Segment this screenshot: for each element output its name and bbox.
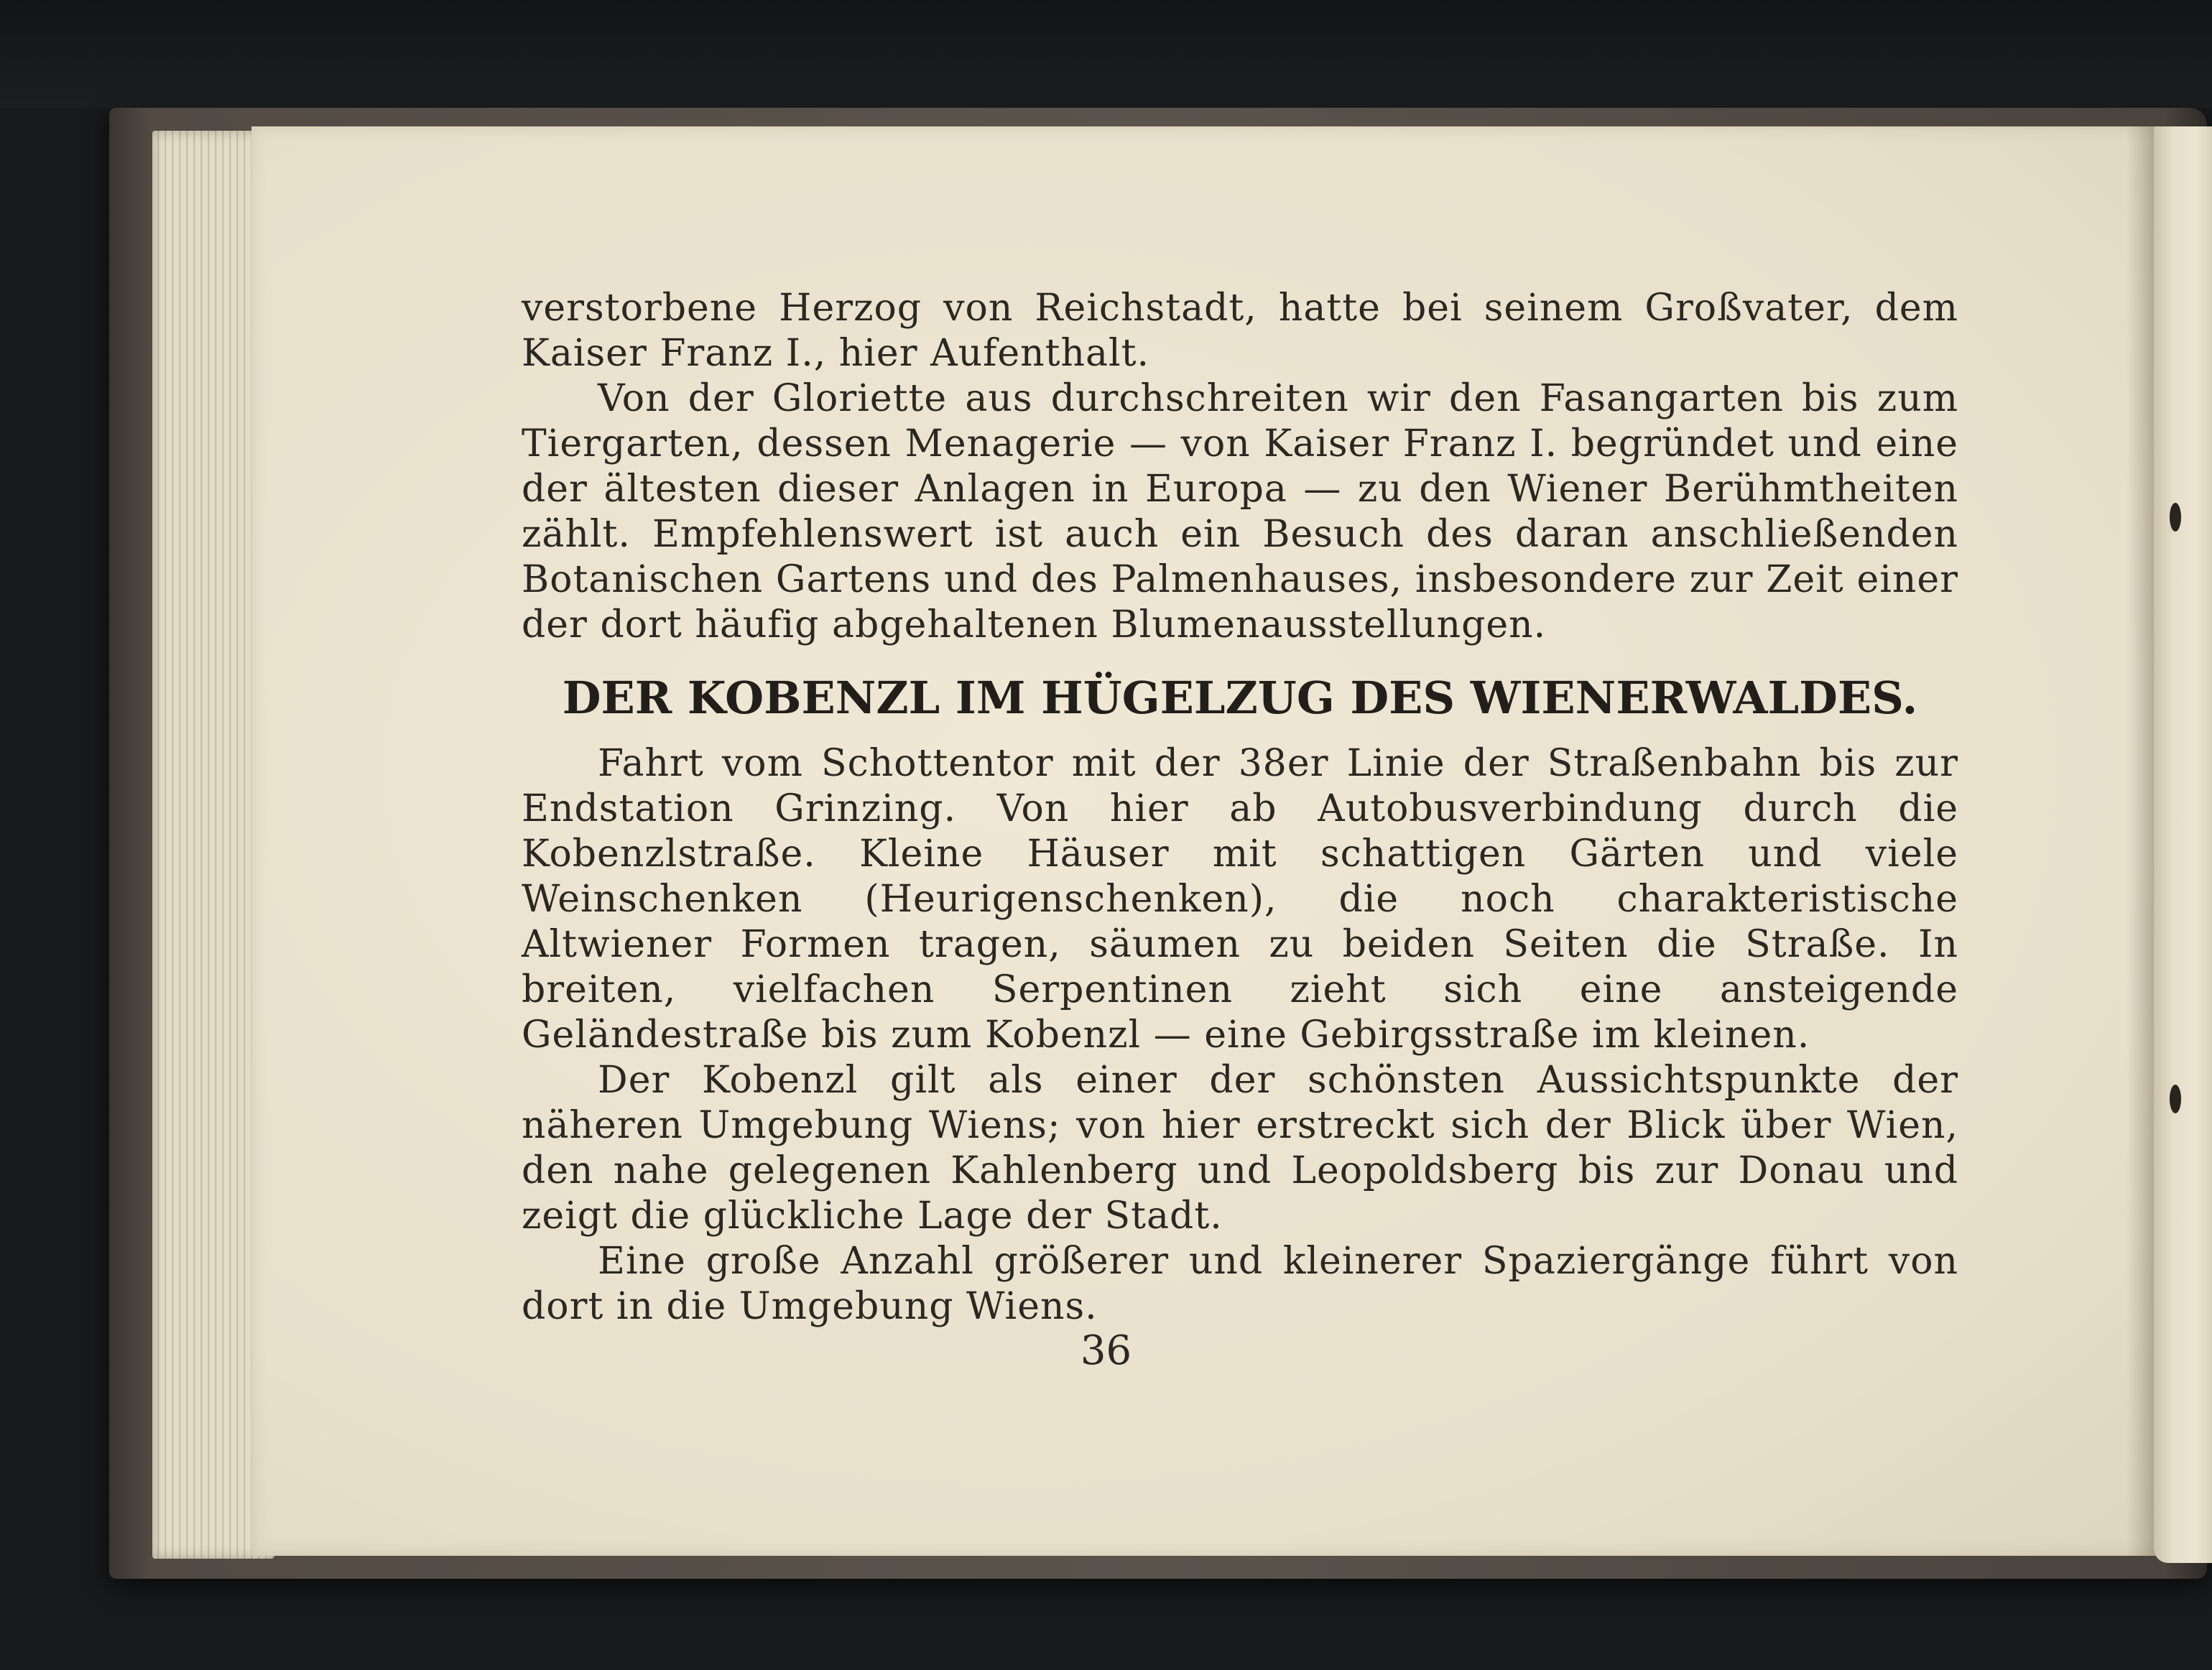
paragraph: Von der Gloriette aus durchschreiten wir den Fasangarten bis zum Tiergarten, dessen Menagerie — von Kaiser Franz I. begründet und eine der ältesten dieser Anlagen in Europa — zu den Wiener Berühmtheiten zählt. Empfehlenswert ist auch ein Besuch des daran anschließenden Botanischen Gartens und des Palmenhauses, insbesondere zur Zeit einer der dort häufig abgehaltenen Blumenausstellungen. [522, 377, 1958, 646]
paragraph: Fahrt vom Schottentor mit der 38er Linie der Straßenbahn bis zur Endstation Grinzing. Von hier ab Autobusverbindung durch die Kobenzlstraße. Kleine Häuser mit schattigen Gärten und viele Weinschenken (Heurigenschenken), die noch charakteristische Altwiener Formen tragen, säumen zu beiden Seiten die Straße. In breiten, vielfachen Serpentinen zieht sich eine ansteigende Geländestraße bis zum Kobenzl — eine Gebirgsstraße im kleinen. [522, 742, 1958, 1057]
binding-thread-mark [2170, 503, 2181, 532]
text-block [522, 286, 1958, 1330]
page-number: 36 [1080, 1327, 1132, 1374]
paragraph: Eine große Anzahl größerer und kleinerer Spaziergänge führt von dort in die Umgebung Wiens. [522, 1240, 1958, 1328]
section-heading: DER KOBENZL IM HÜGELZUG DES WIENERWALDES. [562, 672, 1918, 724]
paragraph: Der Kobenzl gilt als einer der schönsten Aussichtspunkte der näheren Umgebung Wiens; von hier erstreckt sich der Blick über Wien, den nahe gelegenen Kahlenberg und Leopoldsberg bis zur Donau und zeigt die glückliche Lage der Stadt. [522, 1059, 1958, 1238]
paragraph: verstorbene Herzog von Reichstadt, hatte bei seinem Großvater, dem Kaiser Franz I., hier Aufenthalt. [522, 287, 1958, 375]
dark-backdrop [0, 0, 2212, 108]
binding-thread-mark [2170, 1085, 2181, 1113]
